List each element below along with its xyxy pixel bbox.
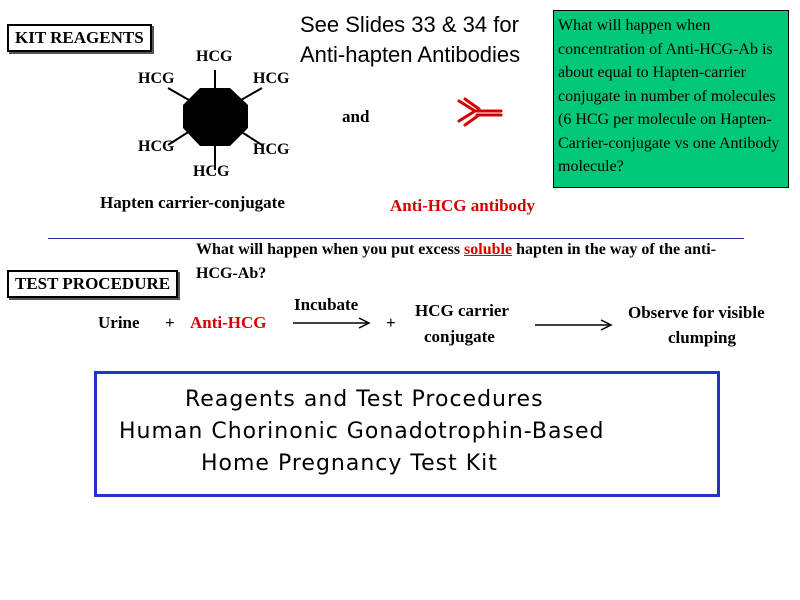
clumping-text: clumping	[668, 328, 737, 347]
hcg-label-upper-right: HCG	[253, 70, 290, 87]
kit-reagents-label: KIT REAGENTS	[7, 24, 152, 52]
slide-note-line2: Anti-hapten Antibodies	[300, 42, 521, 67]
observe-arrow	[535, 318, 615, 332]
question-after: hapten in the way of the anti-HCG-Ab?	[196, 241, 717, 282]
title-line2: Human Chorinonic Gonadotrophin-Based	[119, 419, 605, 444]
slide-note-line1: See Slides 33 & 34 for	[300, 12, 519, 37]
hcg-label-lower-right: HCG	[253, 141, 290, 158]
title-line1: Reagents and Test Procedures	[185, 387, 544, 412]
hcg-label-upper-left: HCG	[138, 70, 175, 87]
test-procedure-label: TEST PROCEDURE	[7, 270, 178, 298]
hcg-label-lower-left: HCG	[138, 138, 175, 155]
hcg-carrier-text: HCG carrier	[415, 301, 509, 320]
conjugate-text: conjugate	[424, 327, 495, 346]
plus-sign-2: +	[386, 313, 396, 332]
antibody-icon	[455, 95, 505, 135]
and-text: and	[342, 107, 370, 126]
soluble-hapten-question	[196, 238, 736, 286]
hcg-label-top: HCG	[196, 48, 233, 65]
incubate-arrow	[293, 316, 373, 330]
observe-text: Observe for visible	[628, 303, 765, 322]
hcg-label-bottom: HCG	[193, 163, 230, 180]
slide-reference-note	[300, 10, 520, 70]
antibody-caption: Anti-HCG antibody	[390, 196, 535, 215]
conjugate-caption: Hapten carrier-conjugate	[100, 193, 285, 212]
urine-text: Urine	[98, 313, 140, 332]
incubate-text: Incubate	[294, 295, 359, 314]
anti-hcg-text: Anti-HCG	[190, 313, 267, 332]
carrier-molecule	[183, 88, 248, 146]
title-box	[94, 371, 720, 497]
title-line3: Home Pregnancy Test Kit	[201, 451, 498, 476]
plus-sign-1: +	[165, 313, 175, 332]
green-question-box: What will happen when concentration of Anti-HCG-Ab is about equal to Hapten-carrier conjugate in number of molecules (6 HCG per molecule on Hapten-Carrier-conjugate vs one Antibody molecule?	[553, 10, 789, 188]
question-before: What will happen when you put excess	[196, 241, 465, 258]
question-emphasis: soluble	[464, 241, 513, 258]
